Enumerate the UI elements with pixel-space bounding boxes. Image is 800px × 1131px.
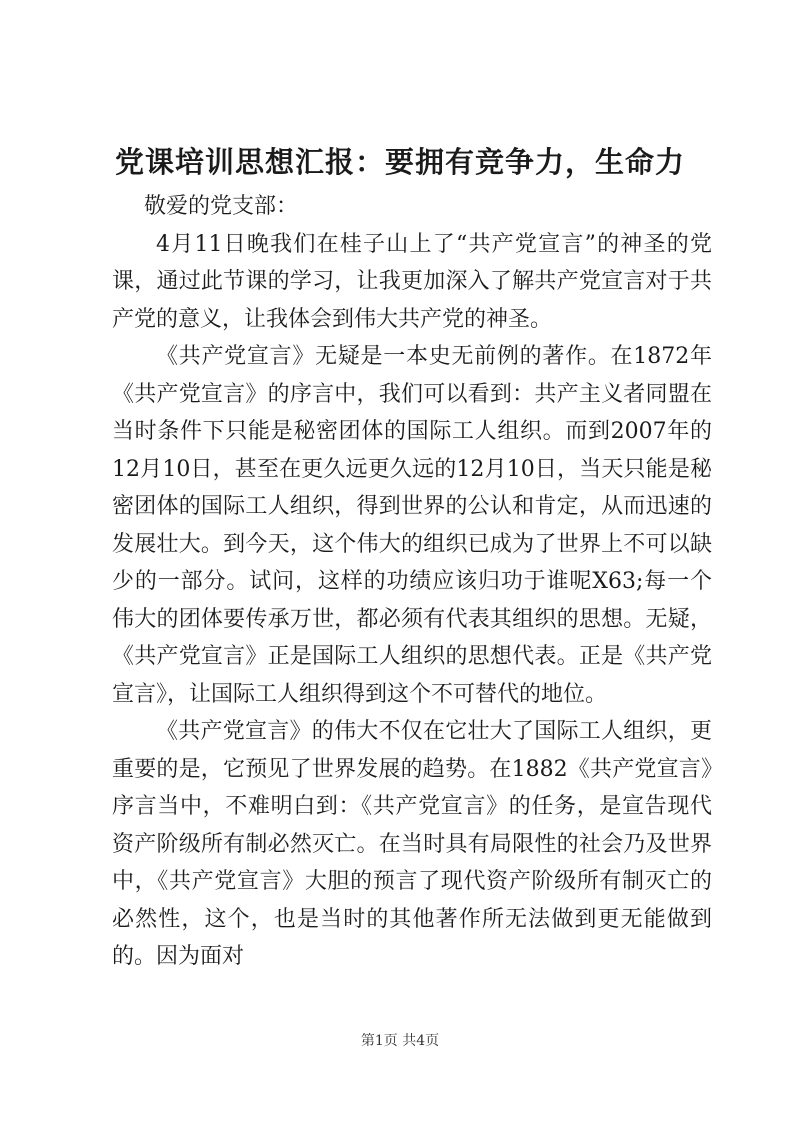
paragraph-2: 《共产党宣言》无疑是一本史无前例的著作。在1872年《共产党宣言》的序言中，我们可以看到：共产主义者同盟在当时条件下只能是秘密团体的国际工人组织。而到2007年的12月10日，甚至在更久远更久远的12月10日，当天只能是秘密团体的国际工人组织，得到世界的公认和肯定，从而迅速的发展壮大。到今天，这个伟大的组织已成为了世界上不可以缺少的一部分。试问，这样的功绩应该归功于谁呢X63;每一个伟大的团体要传承万世，都必须有代表其组织的思想。无疑，《共产党宣言》正是国际工人组织的思想代表。正是《共产党宣言》，让国际工人组织得到这个不可替代的地位。 xyxy=(112,344,712,707)
salutation: 敬爱的党支部： xyxy=(144,194,299,219)
document-body xyxy=(112,188,712,976)
paragraph-1: 4月11日晚我们在桂子山上了“共产党宣言”的神圣的党课，通过此节课的学习，让我更加深入了解共产党宣言对于共产党的意义，让我体会到伟大共产党的神圣。 xyxy=(112,231,712,332)
paragraph-3: 《共产党宣言》的伟大不仅在它壮大了国际工人组织，更重要的是，它预见了世界发展的趋势。在1882《共产党宣言》序言当中，不难明白到：《共产党宣言》的任务，是宣告现代资产阶级所有制必然灭亡。在当时具有局限性的社会乃及世界中，《共产党宣言》大胆的预言了现代资产阶级所有制灭亡的必然性，这个，也是当时的其他著作所无法做到更无能做到的。因为面对 xyxy=(112,719,712,969)
page-footer: 第1页 共4页 xyxy=(360,1033,440,1049)
document-title: 党课培训思想汇报：要拥有竞争力，生命力 xyxy=(114,145,685,179)
